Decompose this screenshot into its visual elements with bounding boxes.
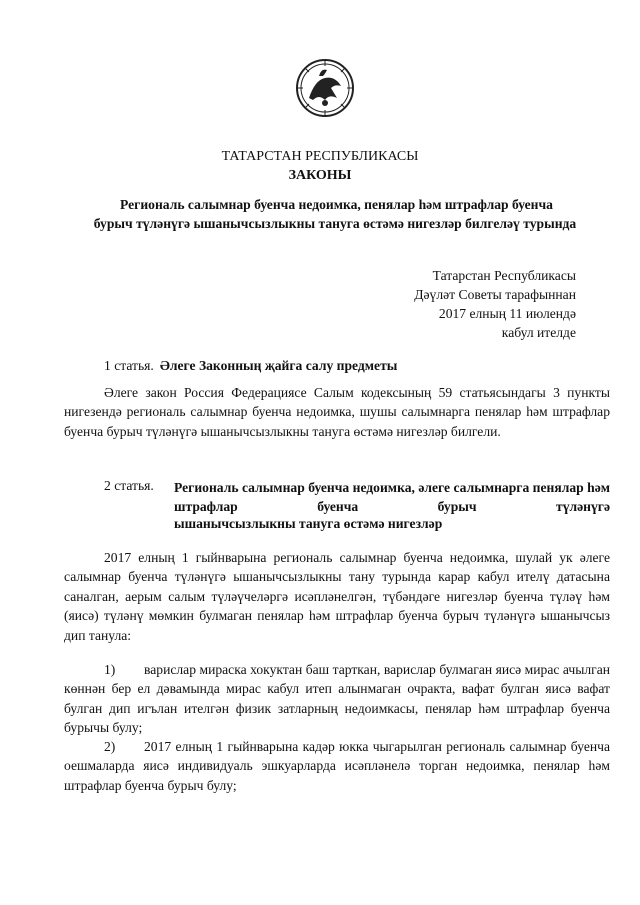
article-1-title: Әлеге Законның җайга салу предметы [159,358,398,373]
tatarstan-emblem-icon [295,58,355,118]
list-item [64,737,610,795]
list-item [64,660,610,738]
list-item-text: варислар мираска хокуктан баш тарткан, варислар булмаган яисә мирас ачылган көннән бер ел дәвамында мирас кабул итеп алынмаган очракта, вафат булган яисә вафат булган дип игълан ителгән физик затларның недоимкасы, пенялар һәм штрафлар буенча бурычы булу; [64,662,610,736]
list-item-text: 2017 елның 1 гыйнварына кадәр юкка чыгарылган региональ салымнар буенча оешмаларда яисә индивидуаль эшкуарларда исәпләнелә торган недоимка, пенялар һәм штрафлар буенча бурыч булу; [64,739,610,793]
adoption-line: кабул ителде [501,325,576,340]
law-heading: ЗАКОНЫ [288,168,352,183]
article-2-text: 2017 елның 1 гыйнварына региональ салымнар буенча недоимка, шулай ук әлеге салымнар буенча түләнүгә ышанычсызлыкны тану турында карар кабул ителү датасына саналган, аерым салым түләүчеләргә исәпләнелгән, түбәндәге нигезләр буенча түләү һәм (яисә) түләнү мөмкин булмаган пенялар һәм штрафлар буенча бурыч түләнүгә ышанычсыз дип танула: [64,550,610,643]
law-title-line-2: бурыч түләнүгә ышанычсызлыкны тануга өстәмә нигезләр билгеләү турында [93,216,577,231]
article-2-label: 2 статья. [104,478,154,493]
law-title-line-1: Региональ салымнар буенча недоимка, пенялар һәм штрафлар буенча [120,197,553,212]
article-1-heading [104,358,397,374]
adoption-line: Татарстан Республикасы [432,268,576,283]
adoption-line: Дәүләт Советы тарафыннан [414,287,576,302]
adoption-block [414,266,576,342]
list-item-number: 2) [104,739,116,754]
adoption-date: 2017 елның 11 июлендә [438,306,576,321]
article-2-title-end: ышанычсызлыкны тануга өстәмә нигезләр [174,516,443,531]
republic-heading: ТАТАРСТАН РЕСПУБЛИКАСЫ [221,149,419,164]
article-1-label: 1 статья. [104,358,154,373]
list-item-number: 1) [104,662,116,677]
article-1-text: Әлеге закон Россия Федерациясе Салым кодексының 59 статьясындагы 3 пункты нигезендә региональ салымнар буенча недоимка, шушы салымнарга пенялар һәм штрафлар буенча бурыч түләнүгә ышанычсызлыкны тануга өстәмә нигезләр билгели. [64,385,610,439]
article-2-title: Региональ салымнар буенча недоимка, әлеге салымнарга пенялар һәм штрафлар буенча бурыч түләнүгә [174,480,610,515]
